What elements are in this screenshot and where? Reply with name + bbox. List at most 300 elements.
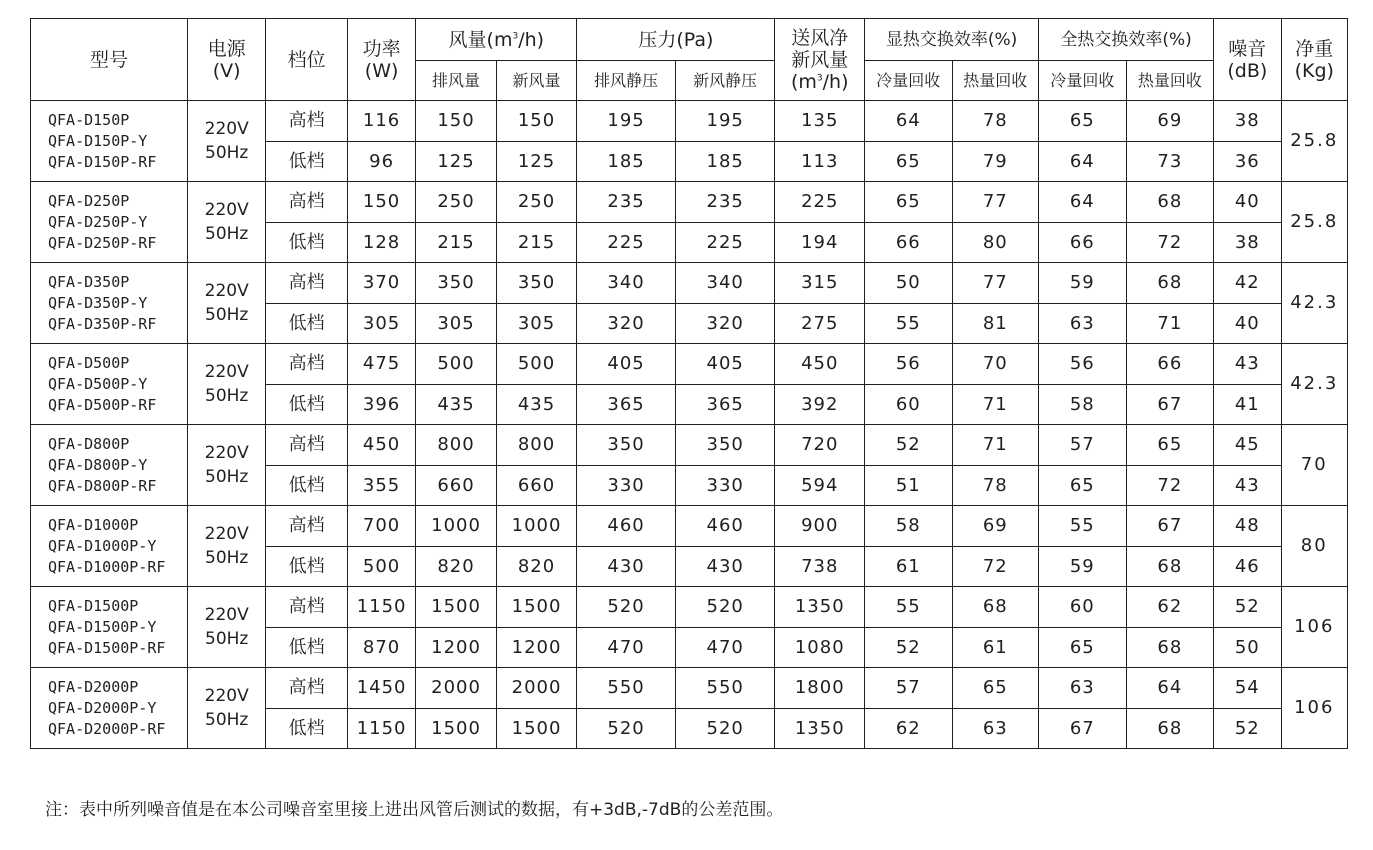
s-heat-cell: 77	[952, 182, 1039, 223]
fr-static-cell: 520	[675, 587, 775, 628]
fr-static-cell: 330	[675, 466, 775, 506]
fr-static-cell: 550	[675, 668, 775, 709]
header-total-cooling: 冷量回收	[1039, 61, 1127, 101]
t-heat-cell: 68	[1126, 547, 1214, 587]
t-heat-cell: 73	[1126, 142, 1214, 182]
table-row	[31, 263, 1348, 304]
header-wattage	[347, 19, 415, 101]
net-cell: 1800	[775, 668, 865, 709]
header-speed: 档位	[266, 19, 347, 101]
net-weight-cell: 42.3	[1281, 263, 1347, 344]
noise-cell: 38	[1214, 223, 1281, 263]
fr-static-cell: 460	[675, 506, 775, 547]
header-net-supply-unit-sup: 3	[816, 73, 823, 84]
model-name: QFA-D1500P-Y	[48, 617, 157, 636]
wattage-cell: 150	[347, 182, 415, 223]
power-supply-cell	[187, 587, 265, 668]
ex-static-cell: 520	[577, 587, 676, 628]
frequency-value: 50Hz	[205, 143, 249, 163]
speed-cell: 高档	[266, 344, 347, 385]
power-supply-cell	[187, 182, 265, 263]
exhaust-cell: 1500	[416, 587, 496, 628]
model-cell	[31, 425, 188, 506]
model-cell	[31, 587, 188, 668]
ex-static-cell: 405	[577, 344, 676, 385]
exhaust-cell: 1200	[416, 628, 496, 668]
noise-cell: 40	[1214, 182, 1281, 223]
s-heat-cell: 69	[952, 506, 1039, 547]
power-supply-cell	[187, 344, 265, 425]
fr-static-cell: 350	[675, 425, 775, 466]
model-cell	[31, 668, 188, 749]
model-name: QFA-D2000P-Y	[48, 698, 157, 717]
fresh-cell: 500	[496, 344, 577, 385]
net-cell: 225	[775, 182, 865, 223]
t-cool-cell: 65	[1039, 628, 1127, 668]
footnote: 注：表中所列噪音值是在本公司噪音室里接上进出风管后测试的数据，有+3dB,-7dB的公差范围。	[45, 800, 784, 820]
noise-cell: 40	[1214, 304, 1281, 344]
s-cool-cell: 65	[865, 182, 953, 223]
fr-static-cell: 340	[675, 263, 775, 304]
header-airflow-suffix: /h)	[518, 28, 545, 51]
voltage-value: 220V	[204, 443, 249, 463]
header-wattage-unit: (W)	[364, 59, 399, 82]
noise-cell: 52	[1214, 587, 1281, 628]
speed-cell: 低档	[266, 223, 347, 263]
frequency-value: 50Hz	[205, 629, 249, 649]
net-weight-cell: 106	[1281, 668, 1347, 749]
fresh-cell: 1500	[496, 709, 577, 749]
model-name: QFA-D800P-Y	[48, 455, 148, 474]
t-cool-cell: 59	[1039, 263, 1127, 304]
fresh-cell: 1200	[496, 628, 577, 668]
frequency-value: 50Hz	[205, 305, 249, 325]
header-total-heating: 热量回收	[1126, 61, 1214, 101]
s-cool-cell: 55	[865, 304, 953, 344]
exhaust-cell: 350	[416, 263, 496, 304]
t-cool-cell: 64	[1039, 142, 1127, 182]
fr-static-cell: 430	[675, 547, 775, 587]
net-cell: 900	[775, 506, 865, 547]
t-heat-cell: 68	[1126, 628, 1214, 668]
header-net-weight-label: 净重	[1295, 37, 1334, 60]
frequency-value: 50Hz	[205, 386, 249, 406]
net-cell: 1080	[775, 628, 865, 668]
s-heat-cell: 78	[952, 466, 1039, 506]
t-heat-cell: 64	[1126, 668, 1214, 709]
model-cell	[31, 506, 188, 587]
model-name: QFA-D250P	[48, 191, 130, 210]
net-cell: 738	[775, 547, 865, 587]
ex-static-cell: 470	[577, 628, 676, 668]
fresh-cell: 1500	[496, 587, 577, 628]
header-net-supply-line1: 送风净	[791, 26, 849, 49]
s-cool-cell: 55	[865, 587, 953, 628]
exhaust-cell: 820	[416, 547, 496, 587]
wattage-cell: 305	[347, 304, 415, 344]
s-cool-cell: 50	[865, 263, 953, 304]
header-fresh-air: 新风量	[496, 61, 577, 101]
s-heat-cell: 72	[952, 547, 1039, 587]
net-cell: 315	[775, 263, 865, 304]
s-cool-cell: 58	[865, 506, 953, 547]
exhaust-cell: 435	[416, 385, 496, 425]
t-heat-cell: 68	[1126, 263, 1214, 304]
speed-cell: 高档	[266, 506, 347, 547]
t-heat-cell: 68	[1126, 182, 1214, 223]
header-net-weight	[1281, 19, 1347, 101]
wattage-cell: 870	[347, 628, 415, 668]
noise-cell: 36	[1214, 142, 1281, 182]
net-cell: 392	[775, 385, 865, 425]
wattage-cell: 1150	[347, 587, 415, 628]
noise-cell: 50	[1214, 628, 1281, 668]
header-fresh-static: 新风静压	[675, 61, 775, 101]
net-weight-cell: 25.8	[1281, 101, 1347, 182]
fresh-cell: 250	[496, 182, 577, 223]
t-heat-cell: 71	[1126, 304, 1214, 344]
s-heat-cell: 78	[952, 101, 1039, 142]
fr-static-cell: 520	[675, 709, 775, 749]
model-name: QFA-D150P	[48, 110, 130, 129]
exhaust-cell: 150	[416, 101, 496, 142]
s-heat-cell: 65	[952, 668, 1039, 709]
table-row	[31, 101, 1348, 142]
t-heat-cell: 69	[1126, 101, 1214, 142]
table-row	[31, 425, 1348, 466]
exhaust-cell: 250	[416, 182, 496, 223]
header-model: 型号	[31, 19, 188, 101]
exhaust-cell: 125	[416, 142, 496, 182]
model-cell	[31, 344, 188, 425]
header-airflow	[416, 19, 577, 61]
t-heat-cell: 62	[1126, 587, 1214, 628]
model-cell	[31, 182, 188, 263]
noise-cell: 42	[1214, 263, 1281, 304]
header-exhaust-air: 排风量	[416, 61, 496, 101]
header-net-supply-line2: 新风量	[791, 48, 849, 71]
t-cool-cell: 59	[1039, 547, 1127, 587]
frequency-value: 50Hz	[205, 710, 249, 730]
speed-cell: 低档	[266, 547, 347, 587]
s-cool-cell: 62	[865, 709, 953, 749]
net-weight-cell: 42.3	[1281, 344, 1347, 425]
t-heat-cell: 65	[1126, 425, 1214, 466]
frequency-value: 50Hz	[205, 224, 249, 244]
header-net-supply-unit-suffix: /h)	[822, 70, 849, 93]
header-power-supply-label: 电源	[207, 37, 246, 60]
voltage-value: 220V	[204, 605, 249, 625]
speed-cell: 高档	[266, 101, 347, 142]
model-name: QFA-D150P-Y	[48, 131, 148, 150]
exhaust-cell: 305	[416, 304, 496, 344]
fresh-cell: 1000	[496, 506, 577, 547]
header-total-eff: 全热交换效率(%)	[1039, 19, 1214, 61]
ex-static-cell: 330	[577, 466, 676, 506]
noise-cell: 46	[1214, 547, 1281, 587]
fresh-cell: 820	[496, 547, 577, 587]
fr-static-cell: 365	[675, 385, 775, 425]
t-cool-cell: 58	[1039, 385, 1127, 425]
speed-cell: 高档	[266, 587, 347, 628]
voltage-value: 220V	[204, 362, 249, 382]
voltage-value: 220V	[204, 686, 249, 706]
model-name: QFA-D1500P	[48, 596, 139, 615]
speed-cell: 低档	[266, 304, 347, 344]
noise-cell: 43	[1214, 466, 1281, 506]
wattage-cell: 128	[347, 223, 415, 263]
header-noise-unit: (dB)	[1227, 59, 1268, 82]
model-name: QFA-D250P-RF	[48, 233, 157, 252]
s-cool-cell: 60	[865, 385, 953, 425]
model-name: QFA-D250P-Y	[48, 212, 148, 231]
fresh-cell: 660	[496, 466, 577, 506]
net-cell: 194	[775, 223, 865, 263]
net-cell: 275	[775, 304, 865, 344]
header-wattage-label: 功率	[362, 37, 401, 60]
s-cool-cell: 57	[865, 668, 953, 709]
speed-cell: 低档	[266, 385, 347, 425]
header-sensible-heating: 热量回收	[952, 61, 1039, 101]
wattage-cell: 116	[347, 101, 415, 142]
table-row	[31, 182, 1348, 223]
model-name: QFA-D500P-Y	[48, 374, 148, 393]
t-cool-cell: 55	[1039, 506, 1127, 547]
ex-static-cell: 520	[577, 709, 676, 749]
frequency-value: 50Hz	[205, 548, 249, 568]
exhaust-cell: 500	[416, 344, 496, 385]
noise-cell: 52	[1214, 709, 1281, 749]
wattage-cell: 450	[347, 425, 415, 466]
model-name: QFA-D1000P	[48, 515, 139, 534]
net-cell: 1350	[775, 587, 865, 628]
s-cool-cell: 56	[865, 344, 953, 385]
header-power-supply	[187, 19, 265, 101]
ex-static-cell: 365	[577, 385, 676, 425]
model-name: QFA-D150P-RF	[48, 152, 157, 171]
net-cell: 720	[775, 425, 865, 466]
power-supply-cell	[187, 506, 265, 587]
t-heat-cell: 66	[1126, 344, 1214, 385]
fresh-cell: 800	[496, 425, 577, 466]
fresh-cell: 305	[496, 304, 577, 344]
wattage-cell: 355	[347, 466, 415, 506]
power-supply-cell	[187, 668, 265, 749]
header-noise-label: 噪音	[1228, 37, 1267, 60]
noise-cell: 38	[1214, 101, 1281, 142]
fr-static-cell: 185	[675, 142, 775, 182]
s-cool-cell: 51	[865, 466, 953, 506]
fr-static-cell: 195	[675, 101, 775, 142]
net-cell: 594	[775, 466, 865, 506]
wattage-cell: 1450	[347, 668, 415, 709]
fr-static-cell: 405	[675, 344, 775, 385]
speed-cell: 高档	[266, 668, 347, 709]
net-weight-cell: 80	[1281, 506, 1347, 587]
net-cell: 1350	[775, 709, 865, 749]
speed-cell: 高档	[266, 182, 347, 223]
wattage-cell: 396	[347, 385, 415, 425]
wattage-cell: 700	[347, 506, 415, 547]
net-weight-cell: 106	[1281, 587, 1347, 668]
header-net-supply-unit-prefix: (m	[790, 70, 817, 93]
s-heat-cell: 80	[952, 223, 1039, 263]
fresh-cell: 215	[496, 223, 577, 263]
s-cool-cell: 65	[865, 142, 953, 182]
ex-static-cell: 195	[577, 101, 676, 142]
t-cool-cell: 63	[1039, 668, 1127, 709]
model-name: QFA-D1000P-Y	[48, 536, 157, 555]
ex-static-cell: 460	[577, 506, 676, 547]
fr-static-cell: 320	[675, 304, 775, 344]
header-sensible-eff: 显热交换效率(%)	[865, 19, 1039, 61]
s-heat-cell: 71	[952, 385, 1039, 425]
t-heat-cell: 68	[1126, 709, 1214, 749]
noise-cell: 41	[1214, 385, 1281, 425]
voltage-value: 220V	[204, 281, 249, 301]
model-name: QFA-D2000P	[48, 677, 139, 696]
ex-static-cell: 340	[577, 263, 676, 304]
ex-static-cell: 430	[577, 547, 676, 587]
t-cool-cell: 65	[1039, 466, 1127, 506]
fresh-cell: 2000	[496, 668, 577, 709]
header-pressure: 压力(Pa)	[577, 19, 775, 61]
model-name: QFA-D350P	[48, 272, 130, 291]
noise-cell: 43	[1214, 344, 1281, 385]
t-heat-cell: 67	[1126, 385, 1214, 425]
s-cool-cell: 52	[865, 628, 953, 668]
model-name: QFA-D800P	[48, 434, 130, 453]
t-cool-cell: 67	[1039, 709, 1127, 749]
model-name: QFA-D800P-RF	[48, 476, 157, 495]
fr-static-cell: 470	[675, 628, 775, 668]
frequency-value: 50Hz	[205, 467, 249, 487]
exhaust-cell: 215	[416, 223, 496, 263]
header-airflow-prefix: 风量(m	[448, 28, 513, 51]
s-heat-cell: 71	[952, 425, 1039, 466]
speed-cell: 低档	[266, 466, 347, 506]
t-heat-cell: 67	[1126, 506, 1214, 547]
fresh-cell: 435	[496, 385, 577, 425]
t-cool-cell: 63	[1039, 304, 1127, 344]
speed-cell: 低档	[266, 142, 347, 182]
table-row	[31, 506, 1348, 547]
model-name: QFA-D1000P-RF	[48, 557, 166, 576]
header-airflow-sup: 3	[512, 31, 519, 42]
header-net-supply-unit	[775, 71, 864, 93]
noise-cell: 45	[1214, 425, 1281, 466]
t-cool-cell: 64	[1039, 182, 1127, 223]
ex-static-cell: 225	[577, 223, 676, 263]
model-name: QFA-D500P-RF	[48, 395, 157, 414]
t-cool-cell: 57	[1039, 425, 1127, 466]
s-cool-cell: 66	[865, 223, 953, 263]
model-name: QFA-D350P-RF	[48, 314, 157, 333]
model-name: QFA-D500P	[48, 353, 130, 372]
header-net-supply	[775, 19, 865, 101]
model-cell	[31, 263, 188, 344]
s-cool-cell: 64	[865, 101, 953, 142]
power-supply-cell	[187, 101, 265, 182]
net-cell: 135	[775, 101, 865, 142]
header-sensible-cooling: 冷量回收	[865, 61, 953, 101]
s-heat-cell: 79	[952, 142, 1039, 182]
header-net-weight-unit: (Kg)	[1294, 59, 1334, 82]
ex-static-cell: 235	[577, 182, 676, 223]
header-noise	[1214, 19, 1281, 101]
spec-table	[30, 18, 1348, 749]
speed-cell: 低档	[266, 709, 347, 749]
net-cell: 450	[775, 344, 865, 385]
table-row	[31, 587, 1348, 628]
table-row	[31, 344, 1348, 385]
exhaust-cell: 1500	[416, 709, 496, 749]
noise-cell: 48	[1214, 506, 1281, 547]
s-heat-cell: 61	[952, 628, 1039, 668]
power-supply-cell	[187, 263, 265, 344]
header-exhaust-static: 排风静压	[577, 61, 676, 101]
exhaust-cell: 2000	[416, 668, 496, 709]
s-cool-cell: 52	[865, 425, 953, 466]
spec-table-body	[31, 101, 1348, 749]
voltage-value: 220V	[204, 200, 249, 220]
net-weight-cell: 25.8	[1281, 182, 1347, 263]
wattage-cell: 475	[347, 344, 415, 385]
speed-cell: 高档	[266, 425, 347, 466]
power-supply-cell	[187, 425, 265, 506]
wattage-cell: 500	[347, 547, 415, 587]
model-name: QFA-D2000P-RF	[48, 719, 166, 738]
s-heat-cell: 77	[952, 263, 1039, 304]
voltage-value: 220V	[204, 119, 249, 139]
ex-static-cell: 185	[577, 142, 676, 182]
wattage-cell: 370	[347, 263, 415, 304]
fr-static-cell: 225	[675, 223, 775, 263]
t-heat-cell: 72	[1126, 466, 1214, 506]
ex-static-cell: 350	[577, 425, 676, 466]
s-cool-cell: 61	[865, 547, 953, 587]
voltage-value: 220V	[204, 524, 249, 544]
t-cool-cell: 65	[1039, 101, 1127, 142]
fresh-cell: 125	[496, 142, 577, 182]
s-heat-cell: 63	[952, 709, 1039, 749]
speed-cell: 高档	[266, 263, 347, 304]
exhaust-cell: 660	[416, 466, 496, 506]
s-heat-cell: 70	[952, 344, 1039, 385]
exhaust-cell: 1000	[416, 506, 496, 547]
wattage-cell: 96	[347, 142, 415, 182]
table-row	[31, 668, 1348, 709]
t-cool-cell: 66	[1039, 223, 1127, 263]
s-heat-cell: 68	[952, 587, 1039, 628]
net-weight-cell: 70	[1281, 425, 1347, 506]
fresh-cell: 150	[496, 101, 577, 142]
speed-cell: 低档	[266, 628, 347, 668]
t-cool-cell: 56	[1039, 344, 1127, 385]
t-heat-cell: 72	[1126, 223, 1214, 263]
model-name: QFA-D350P-Y	[48, 293, 148, 312]
model-cell	[31, 101, 188, 182]
ex-static-cell: 550	[577, 668, 676, 709]
net-cell: 113	[775, 142, 865, 182]
t-cool-cell: 60	[1039, 587, 1127, 628]
ex-static-cell: 320	[577, 304, 676, 344]
header-power-supply-unit: (V)	[212, 59, 241, 82]
noise-cell: 54	[1214, 668, 1281, 709]
wattage-cell: 1150	[347, 709, 415, 749]
exhaust-cell: 800	[416, 425, 496, 466]
s-heat-cell: 81	[952, 304, 1039, 344]
